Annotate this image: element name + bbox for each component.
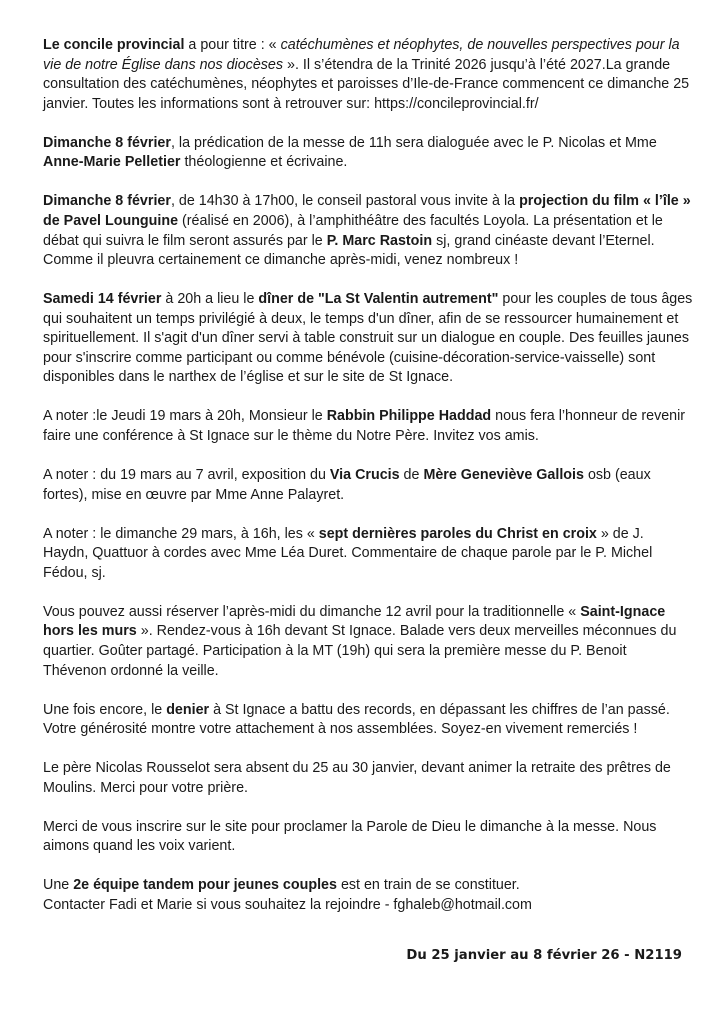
announcement-concile: Le concile provincial a pour titre : « catéchumènes et néophytes, de nouvelles perspectives pour la vie de notre Église dans nos diocèses ». Il s’étendra de la Trinité 2026 jusqu’à l’été 2027.La grande consultation des catéchumènes, néophytes et paroisses d’Ile-de-France commencent ce dimanche 25 janvier. Toutes les informations sont à retrouver sur: https://concileprovincial.fr/ <box>43 37 690 112</box>
announcement-rabbin: A noter :le Jeudi 19 mars à 20h, Monsieur le Rabbin Philippe Haddad nous fera l’honneur de revenir faire une conférence à St Ignace sur le thème du Notre Père. Invitez vos amis. <box>43 408 686 445</box>
concile-theme: catéchumènes et néophytes, de nouvelles perspectives pour la vie de notre Église dans nos diocèses <box>43 37 680 73</box>
announcement-hors-les-murs: Vous pouvez aussi réserver l’après-midi du dimanche 12 avril pour la traditionnelle « Saint-Ignace hors les murs ». Rendez-vous à 16h devant St Ignace. Balade vers deux merveilles méconnues du quartier. Goûter partagé. Participation à la MT (19h) qui sera la première messe du P. Benoit Thévenon ordonné la veille. <box>43 603 677 679</box>
concert-title: sept dernières paroles du Christ en croix <box>318 525 597 542</box>
speaker-name: Rabbin Philippe Haddad <box>326 408 492 425</box>
announcement-denier: Une fois encore, le denier à St Ignace a battu des records, en dépassant les chiffres de l’an passé. Votre générosité montre votre attachement à nos assemblées. Soyez-en vivement remerciés ! <box>43 701 670 738</box>
bulletin-body <box>43 36 693 935</box>
announcement-haydn: A noter : le dimanche 29 mars, à 16h, les « sept dernières paroles du Christ en croix » de J. Haydn, Quattuor à cordes avec Mme Léa Duret. Commentaire de chaque parole par le P. Michel Fédou, sj. <box>43 525 653 581</box>
denier-label: denier <box>166 701 210 718</box>
date-label: Dimanche 8 février <box>43 193 171 210</box>
group-title: 2e équipe tandem pour jeunes couples <box>73 877 337 894</box>
announcement-predication: Dimanche 8 février, la prédication de la messe de 11h sera dialoguée avec le P. Nicolas et Mme Anne-Marie Pelletier théologienne et écrivaine. <box>43 134 657 171</box>
announcement-lecteurs: Merci de vous inscrire sur le site pour proclamer la Parole de Dieu le dimanche à la messe. Nous aimons quand les voix varient. <box>43 818 657 855</box>
date-label: Dimanche 8 février <box>43 134 171 151</box>
artist-name: Mère Geneviève Gallois <box>423 467 584 484</box>
announcement-via-crucis: A noter : du 19 mars au 7 avril, exposition du Via Crucis de Mère Geneviève Gallois osb (eaux fortes), mise en œuvre par Mme Anne Palayret. <box>43 467 651 503</box>
announcement-valentin: Samedi 14 février à 20h a lieu le dîner de "La St Valentin autrement" pour les couples de tous âges qui souhaitent un temps privilégié à deux, le temps d'un dîner, afin de se ressourcer humainement et spirituellement. Il s'agit d'un dîner servi à table construit sur un dialogue en couple. Des feuilles jaunes pour s'inscrire comme participant ou comme bénévole (cuisine-décoration-service-vaisselle) sont disponibles dans le narthex de l’église et sur le site de St Ignace. <box>43 291 693 386</box>
event-title: Saint-Ignace hors les murs <box>43 603 666 640</box>
speaker-name: P. Marc Rastoin <box>326 232 433 249</box>
date-label: Samedi 14 février <box>43 291 162 308</box>
announcement-absence: Le père Nicolas Rousselot sera absent du 25 au 30 janvier, devant animer la retraite des prêtres de Moulins. Merci pour votre prière. <box>43 760 671 796</box>
announcement-contact: Contacter Fadi et Marie si vous souhaitez la rejoindre - fghaleb@hotmail.com <box>43 896 532 913</box>
film-title: projection du film « l’île » de Pavel Lounguine <box>43 193 691 229</box>
speaker-name: Anne-Marie Pelletier <box>43 154 181 171</box>
exhibition-title: Via Crucis <box>329 467 400 484</box>
announcement-tandem: Une 2e équipe tandem pour jeunes couples est en train de se constituer. <box>43 877 520 894</box>
event-title: dîner de "La St Valentin autrement" <box>258 291 499 308</box>
announcement-film: Dimanche 8 février, de 14h30 à 17h00, le conseil pastoral vous invite à la projection du film « l’île » de Pavel Lounguine (réalisé en 2006), à l’amphithéâtre des facultés Loyola. La présentation et le débat qui suivra le film seront assurés par le P. Marc Rastoin sj, grand cinéaste devant l’Eternel. Comme il pleuvra certainement ce dimanche après-midi, venez nombreux ! <box>43 193 691 269</box>
bulletin-date-footer: Du 25 janvier au 8 février 26 - N2119 <box>406 948 682 963</box>
concile-title: Le concile provincial <box>43 37 185 53</box>
